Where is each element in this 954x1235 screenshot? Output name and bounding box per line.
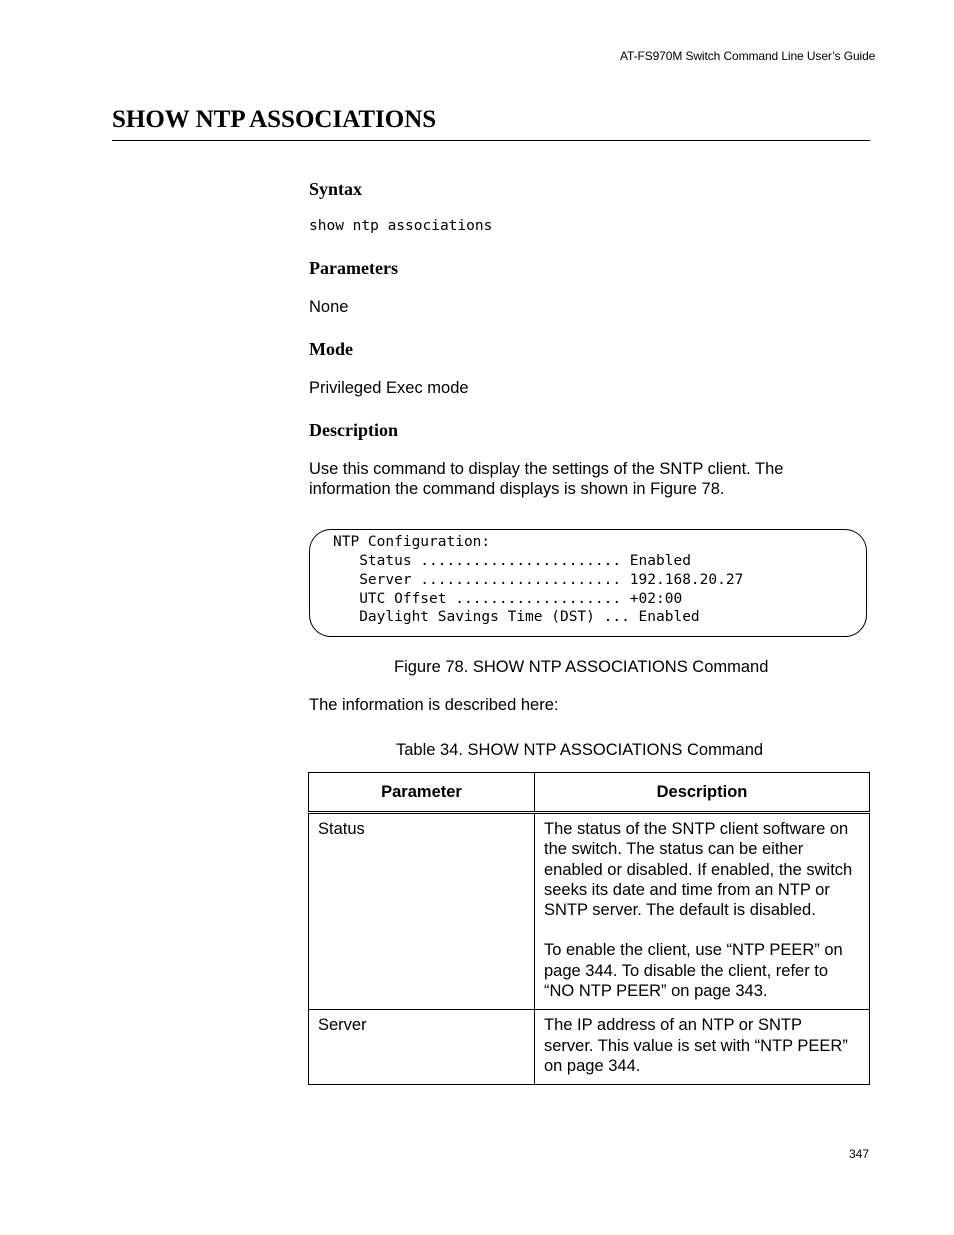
description-line: The IP address of an NTP or SNTP — [544, 1016, 803, 1035]
page-number: 347 — [849, 1147, 870, 1161]
description-line: To enable the client, use “NTP PEER” on — [544, 941, 843, 960]
parameters-table — [308, 772, 870, 1085]
table-cell-description — [535, 813, 870, 1010]
table-header-parameter: Parameter — [309, 773, 535, 813]
output-line: NTP Configuration: — [333, 534, 491, 550]
output-line: Server ....................... 192.168.20.27 — [333, 572, 744, 588]
mode-text: Privileged Exec mode — [309, 379, 469, 397]
table-cell-parameter: Status — [309, 813, 535, 1010]
description-text — [309, 459, 783, 499]
description-line: Use this command to display the settings of the SNTP client. The — [309, 460, 784, 478]
syntax-command: show ntp associations — [309, 218, 493, 234]
page-title: SHOW NTP ASSOCIATIONS — [112, 106, 437, 133]
intro-text: The information is described here: — [309, 696, 559, 714]
description-line: information the command displays is shown in Figure 78. — [309, 480, 725, 498]
table-header-description: Description — [535, 773, 870, 813]
paragraph-gap — [544, 920, 860, 940]
output-line: UTC Offset ................... +02:00 — [333, 591, 683, 607]
table-header-row — [309, 773, 870, 813]
title-rule — [112, 140, 870, 141]
parameters-text: None — [309, 298, 349, 316]
running-header: AT-FS970M Switch Command Line User’s Guide — [620, 49, 876, 63]
description-line: SNTP server. The default is disabled. — [544, 901, 816, 920]
description-line: the switch. The status can be either — [544, 840, 804, 859]
figure-caption: Figure 78. SHOW NTP ASSOCIATIONS Command — [394, 658, 769, 676]
table-cell-description — [535, 1010, 870, 1085]
description-line: on page 344. — [544, 1056, 641, 1075]
table-row — [309, 813, 870, 1010]
description-line: The status of the SNTP client software on — [544, 820, 849, 838]
description-line: enabled or disabled. If enabled, the switch — [544, 860, 853, 879]
table-row — [309, 1010, 870, 1085]
table-caption: Table 34. SHOW NTP ASSOCIATIONS Command — [396, 741, 764, 759]
output-line: Status ....................... Enabled — [333, 553, 691, 569]
description-line: page 344. To disable the client, refer to — [544, 961, 829, 980]
mode-heading: Mode — [309, 339, 353, 359]
description-line: seeks its date and time from an NTP or — [544, 880, 830, 899]
parameters-heading: Parameters — [309, 258, 398, 278]
description-line: “NO NTP PEER” on page 343. — [544, 982, 768, 1001]
output-line: Daylight Savings Time (DST) ... Enabled — [333, 609, 700, 625]
syntax-heading: Syntax — [309, 179, 363, 199]
command-output-figure — [309, 529, 867, 637]
description-line: server. This value is set with “NTP PEER” — [544, 1036, 848, 1055]
description-heading: Description — [309, 420, 398, 440]
table-cell-parameter: Server — [309, 1010, 535, 1085]
